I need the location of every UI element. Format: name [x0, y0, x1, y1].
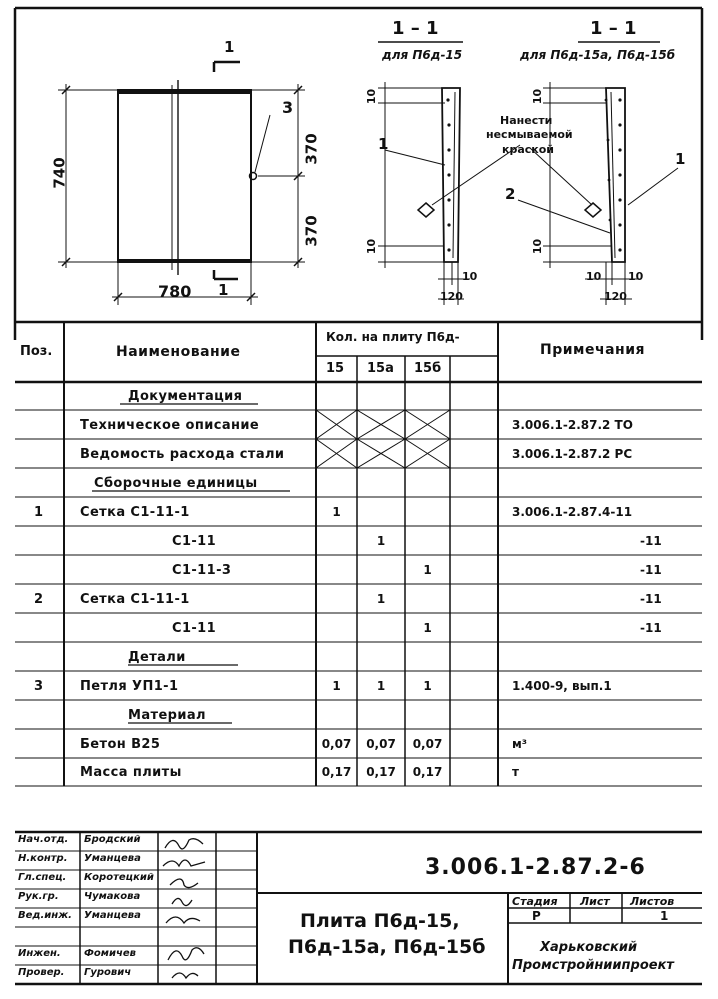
header-qty: Кол. на плиту П6д- [326, 330, 460, 344]
staff-name: Фомичев [84, 948, 136, 959]
plan-half-dim-bottom: 370 [302, 215, 321, 247]
sheets-value: 1 [660, 909, 669, 923]
row-note: 1.400-9, вып.1 [512, 679, 612, 693]
staff-role: Инжен. [18, 948, 61, 959]
section-mark-top: 1 [224, 38, 235, 56]
staff-role: Провер. [18, 967, 65, 978]
plan-width-dim: 780 [158, 282, 192, 301]
staff-role: Рук.гр. [18, 891, 59, 902]
row-qty-1: 1 [376, 592, 386, 606]
row-note: т [512, 765, 519, 779]
dim-b-top: 10 [531, 88, 545, 105]
header-qty-15a: 15а [367, 361, 394, 376]
stage-value: Р [532, 909, 541, 923]
row-name: Бетон В25 [80, 737, 161, 752]
dim-a-bottom: 10 [365, 238, 379, 255]
row-qty-2: 1 [423, 563, 432, 577]
dim-a-right: 10 [462, 270, 478, 283]
row-note: 3.006.1-2.87.2 ТО [512, 418, 633, 432]
note-line-2: несмываемой [486, 128, 573, 141]
row-pos: 2 [34, 592, 44, 607]
row-note: -11 [640, 621, 662, 635]
plan-height-dim: 740 [50, 157, 69, 189]
row-name: Масса плиты [80, 765, 182, 780]
row-qty-1: 0,17 [366, 765, 396, 779]
row-name: Сетка С1-11-1 [80, 592, 190, 607]
sheet-header: Лист [580, 895, 610, 908]
row-pos: 3 [34, 679, 44, 694]
note-line-1: Нанести [500, 114, 553, 127]
callout-2: 2 [505, 185, 516, 203]
section-b-subtitle: для П6д-15а, П6д-15б [520, 48, 676, 62]
section-heading: Материал [128, 708, 206, 723]
staff-role: Вед.инж. [18, 910, 72, 921]
header-qty-15: 15 [326, 361, 345, 376]
callout-3: 3 [282, 98, 294, 117]
dim-b-left: 10 [586, 270, 602, 283]
row-qty-2: 1 [423, 679, 432, 693]
section-heading: Сборочные единицы [94, 476, 258, 491]
row-name: С1-11-3 [172, 563, 232, 578]
dim-a-top: 10 [365, 88, 379, 105]
row-note: м³ [512, 737, 528, 751]
title-line-1: Плита П6д-15, [300, 910, 460, 932]
section-a-title: 1 – 1 [392, 18, 439, 39]
row-qty-1: 0,07 [366, 737, 396, 751]
note-line-3: краской [502, 143, 555, 156]
sheets-header: Листов [630, 895, 675, 908]
stage-header: Стадия [512, 895, 558, 908]
header-name: Наименование [116, 344, 241, 360]
section-heading: Детали [128, 650, 186, 665]
row-note: 3.006.1-2.87.2 РС [512, 447, 633, 461]
row-qty-2: 1 [423, 621, 432, 635]
row-note: -11 [640, 534, 662, 548]
row-qty-2: 0,17 [412, 765, 443, 779]
row-note: 3.006.1-2.87.4-11 [512, 505, 633, 519]
row-name: С1-11 [172, 621, 217, 636]
callout-1-a: 1 [378, 135, 389, 153]
row-note: -11 [640, 563, 662, 577]
dim-b-bottom: 10 [531, 238, 545, 255]
staff-name: Чумакова [84, 891, 141, 902]
header-qty-15b: 15б [414, 361, 442, 376]
callout-1-b: 1 [675, 150, 686, 168]
section-heading: Документация [128, 389, 243, 404]
row-pos: 1 [34, 505, 44, 520]
row-name: Ведомость расхода стали [80, 447, 285, 462]
row-qty-2: 0,07 [412, 737, 443, 751]
staff-name: Уманцева [84, 910, 141, 921]
row-qty-1: 1 [376, 534, 386, 548]
row-qty-0: 1 [332, 679, 341, 693]
staff-name: Бродский [84, 834, 141, 845]
staff-name: Коротецкий [84, 872, 154, 883]
dim-b-right: 10 [628, 270, 644, 283]
dim-a-base: 120 [440, 290, 463, 303]
staff-name: Уманцева [84, 853, 141, 864]
row-name: Петля УП1-1 [80, 679, 179, 694]
section-mark-bottom: 1 [218, 281, 229, 299]
staff-role: Нач.отд. [18, 834, 69, 845]
dim-b-base: 120 [604, 290, 627, 303]
row-qty-1: 1 [376, 679, 386, 693]
staff-name: Гурович [84, 967, 132, 978]
header-pos: Поз. [20, 344, 53, 359]
row-name: Сетка С1-11-1 [80, 505, 190, 520]
title-line-2: П6д-15а, П6д-15б [288, 936, 486, 958]
row-qty-0: 0,07 [321, 737, 352, 751]
row-note: -11 [640, 592, 662, 606]
staff-role: Гл.спец. [18, 872, 67, 883]
row-qty-0: 0,17 [321, 765, 352, 779]
plan-half-dim-top: 370 [302, 133, 321, 165]
org-line-2: Промстройниипроект [512, 958, 674, 973]
row-qty-0: 1 [332, 505, 341, 519]
section-a-subtitle: для П6д-15 [382, 48, 463, 62]
row-name: С1-11 [172, 534, 217, 549]
section-b-title: 1 – 1 [590, 18, 637, 39]
row-name: Техническое описание [80, 418, 260, 433]
org-line-1: Харьковский [540, 940, 638, 955]
document-code: 3.006.1-2.87.2-6 [425, 855, 646, 880]
header-note: Примечания [540, 342, 646, 358]
staff-role: Н.контр. [18, 853, 68, 864]
